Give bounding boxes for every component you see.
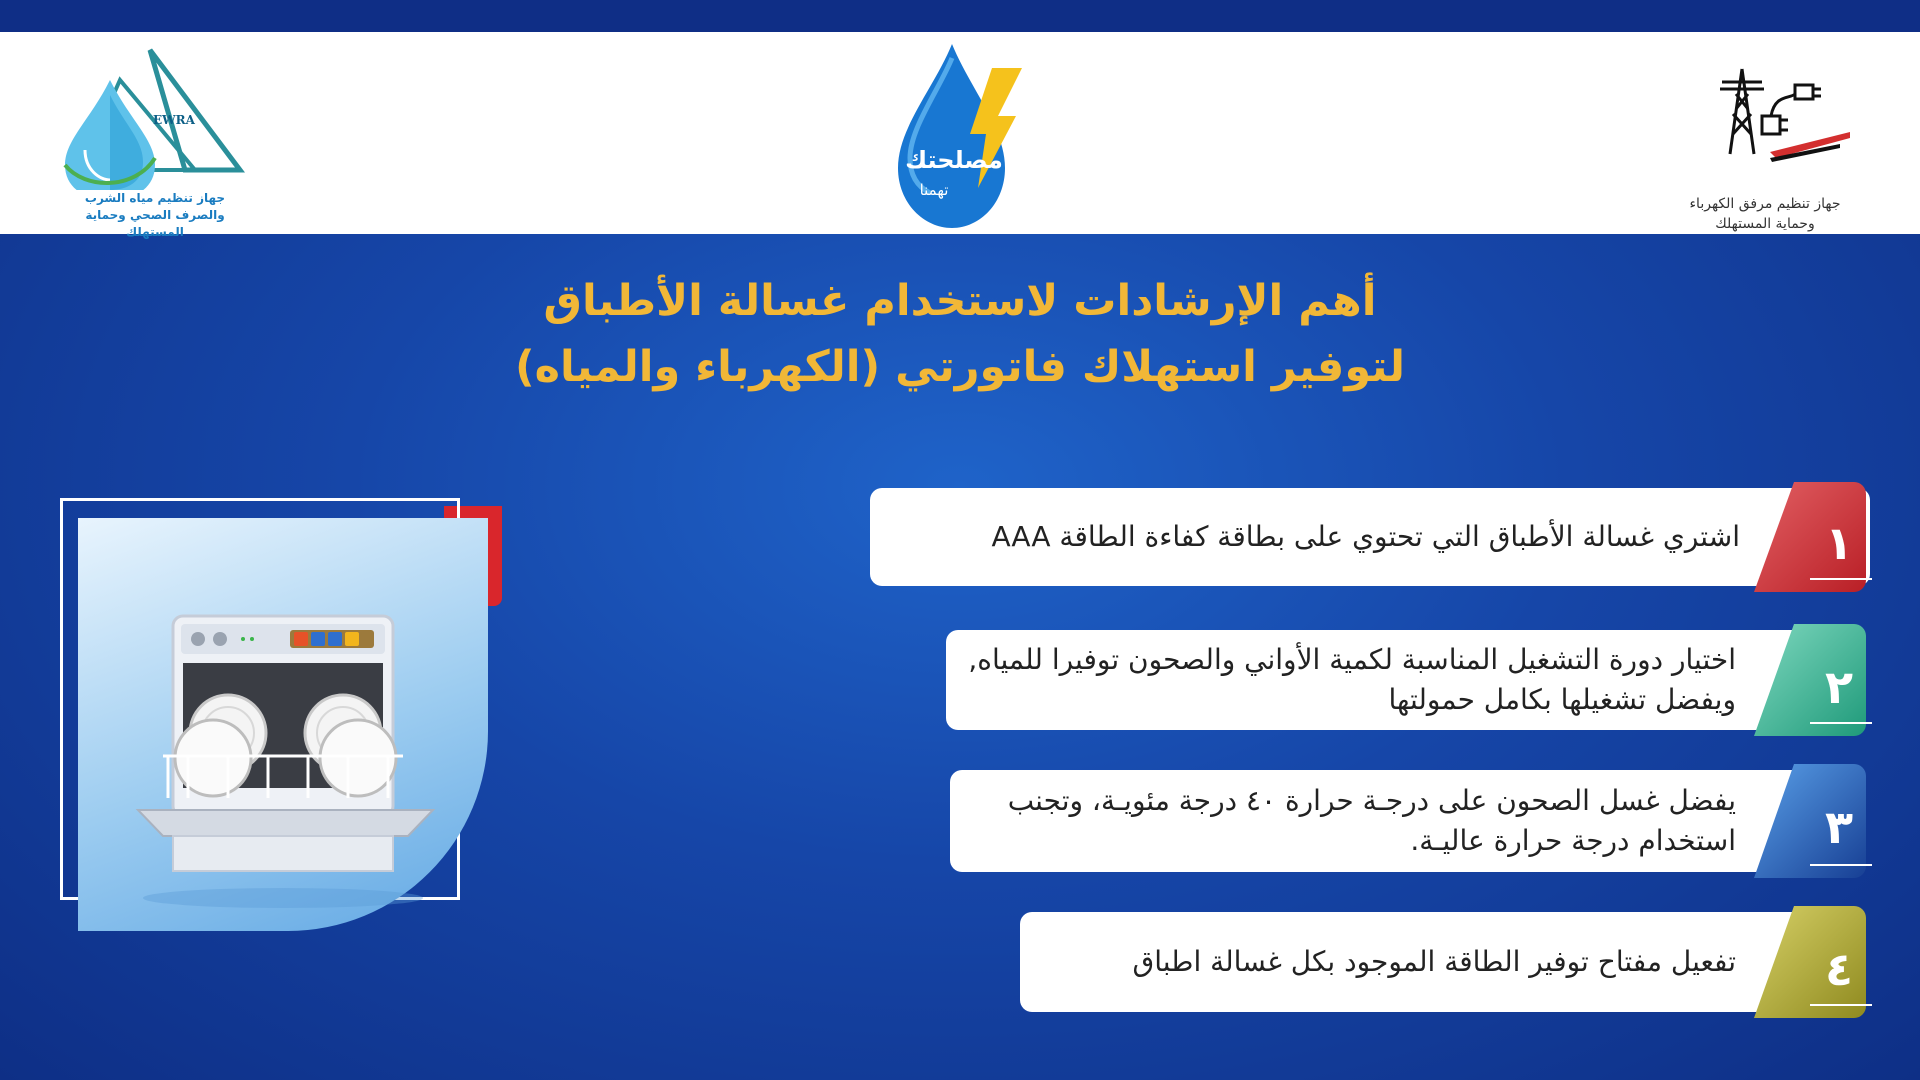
ewra-abbr: EWRA [153, 113, 195, 127]
tip-text: يفضل غسل الصحون على درجـة حرارة ٤٠ درجة مئويـة، وتجنب استخدام درجة حرارة عاليـة. [1007, 784, 1736, 857]
tip-text-box [870, 488, 1870, 586]
tip-text: اشتري غسالة الأطباق التي تحتوي على بطاقة كفاءة الطاقة AAA [991, 520, 1740, 553]
center-logo [880, 38, 1040, 234]
tip-text-box [950, 770, 1866, 872]
tip-number: ٢ [1824, 660, 1854, 714]
page-title-line1: أهم الإرشادات لاستخدام غسالة الأطباق [543, 276, 1377, 326]
center-logo-line2: تهمنا [919, 181, 949, 199]
eru-caption [1650, 194, 1880, 234]
illustration-card [78, 518, 488, 931]
tip-item [1018, 906, 1866, 1018]
dishwasher-icon [78, 518, 488, 931]
ewra-logo [55, 40, 255, 239]
top-strip [0, 0, 1920, 32]
page-title [360, 268, 1560, 400]
tip-number-underline [1810, 578, 1872, 580]
tip-number-underline [1810, 864, 1872, 866]
tip-number: ٣ [1824, 800, 1854, 854]
header [0, 32, 1920, 239]
tip-text: اختيار دورة التشغيل المناسبة لكمية الأواني والصحون توفيرا للمياه, ويفضل تشغيلها بكامل حمولتها [968, 643, 1736, 716]
tip-number: ٤ [1824, 942, 1854, 996]
page-title-line2: لتوفير استهلاك فاتورتي (الكهرباء والمياه) [515, 342, 1405, 392]
eru-caption-line1: جهاز تنظيم مرفق الكهرباء [1689, 196, 1841, 212]
ewra-caption-line2: والصرف الصحي وحماية المستهلك [85, 208, 225, 239]
tip-text-box [1020, 912, 1866, 1012]
eru-caption-line2: وحماية المستهلك [1715, 216, 1815, 232]
dishwasher-illustration [58, 496, 508, 936]
ewra-caption [55, 190, 255, 241]
tip-number-underline [1810, 722, 1872, 724]
eru-logo [1650, 54, 1880, 232]
tip-text-box [946, 630, 1866, 730]
tip-item [866, 482, 1866, 592]
tip-text: تفعيل مفتاح توفير الطاقة الموجود بكل غسالة اطباق [1132, 945, 1736, 978]
tip-number: ١ [1824, 516, 1854, 570]
tip-item [943, 624, 1866, 736]
tip-number-underline [1810, 1004, 1872, 1006]
ewra-caption-line1: جهاز تنظيم مياه الشرب [84, 191, 226, 205]
center-logo-line1: مصلحتك [905, 146, 1003, 174]
tip-item [948, 764, 1866, 878]
